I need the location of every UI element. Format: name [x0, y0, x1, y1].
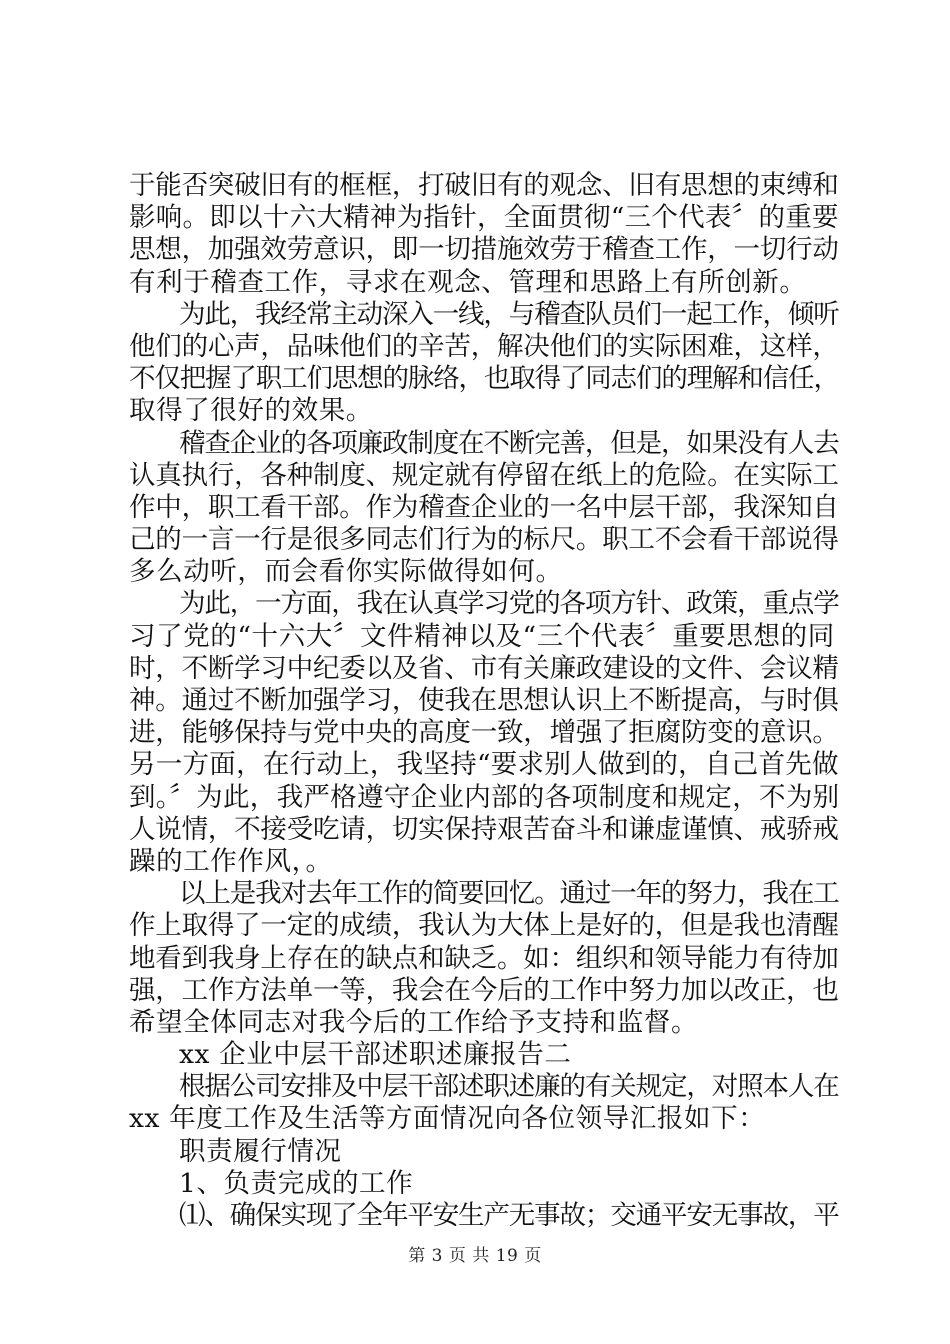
text-line: 不仅把握了职工们思想的脉络，也取得了同志们的理解和信任， — [129, 363, 839, 395]
text-line: 取得了很好的效果。 — [129, 395, 373, 427]
text-line: 另一方面，在行动上，我坚持“要求别人做到的，自己首先做 — [129, 749, 839, 781]
text-line: 稽查企业的各项廉政制度在不断完善，但是，如果没有人去 — [179, 427, 839, 459]
text-line: 为此，一方面，我在认真学习党的各项方针、政策，重点学 — [179, 588, 839, 620]
text-line: 习了党的“十六大〞文件精神以及“三个代表〞重要思想的同 — [129, 620, 835, 652]
text-line: 以上是我对去年工作的简要回忆。通过一年的努力，我在工 — [179, 878, 839, 910]
page-footer: 第 3 页 共 19 页 — [408, 1246, 542, 1266]
text-line: 他们的心声，品味他们的辛苦，解决他们的实际困难，这样， — [129, 330, 839, 362]
text-line: 多么动听，而会看你实际做得如何。 — [129, 556, 563, 588]
text-line: ⑴、确保实现了全年平安生产无事故；交通平安无事故，平 — [179, 1200, 839, 1231]
text-line: 根据公司安排及中层干部述职述廉的有关规定，对照本人在 — [179, 1071, 839, 1103]
text-line: 进，能够保持与党中央的高度一致，增强了拒腐防变的意识。 — [129, 717, 839, 749]
text-line: 作中，职工看干部。作为稽查企业的一名中层干部，我深知自 — [129, 491, 839, 523]
text-line: 强，工作方法单一等，我会在今后的工作中努力加以改正，也 — [129, 974, 839, 1006]
text-line: 有利于稽查工作，寻求在观念、管理和思路上有所创新。 — [129, 266, 807, 298]
text-line: 人说情，不接受吃请，切实保持艰苦奋斗和谦虚谨慎、戒骄戒 — [129, 813, 839, 845]
text-line: 希望全体同志对我今后的工作给予支持和监督。 — [129, 1006, 699, 1038]
text-line: 地看到我身上存在的缺点和缺乏。如：组织和领导能力有待加 — [129, 942, 839, 974]
text-line: 思想，加强效劳意识，即一切措施效劳于稽查工作，一切行动 — [129, 234, 839, 266]
text-line: 作上取得了一定的成绩，我认为大体上是好的，但是我也清醒 — [129, 910, 839, 942]
text-line: xx 企业中层干部述职述廉报告二 — [179, 1039, 572, 1071]
text-line: 影响。即以十六大精神为指针，全面贯彻“三个代表〞的重要 — [129, 202, 839, 234]
text-line: 为此，我经常主动深入一线，与稽查队员们一起工作，倾听 — [179, 298, 839, 330]
text-line: 于能否突破旧有的框框，打破旧有的观念、旧有思想的束缚和 — [129, 170, 839, 201]
text-line: 到。〞为此，我严格遵守企业内部的各项制度和规定，不为别 — [129, 781, 840, 813]
text-line: 职责履行情况 — [179, 1135, 342, 1167]
text-line: 认真执行，各种制度、规定就有停留在纸上的危险。在实际工 — [129, 459, 839, 491]
text-line: 1、负责完成的工作 — [179, 1167, 414, 1199]
text-line: 神。通过不断加强学习，使我在思想认识上不断提高，与时俱 — [129, 685, 839, 716]
text-line: 己的一言一行是很多同志们行为的标尺。职工不会看干部说得 — [129, 524, 839, 556]
text-line: 时，不断学习中纪委以及省、市有关廉政建设的文件、会议精 — [129, 652, 839, 684]
text-line: xx 年度工作及生活等方面情况向各位领导汇报如下： — [129, 1103, 766, 1135]
text-line: 躁的工作作风，。 — [129, 845, 333, 877]
document-body — [129, 170, 839, 1232]
